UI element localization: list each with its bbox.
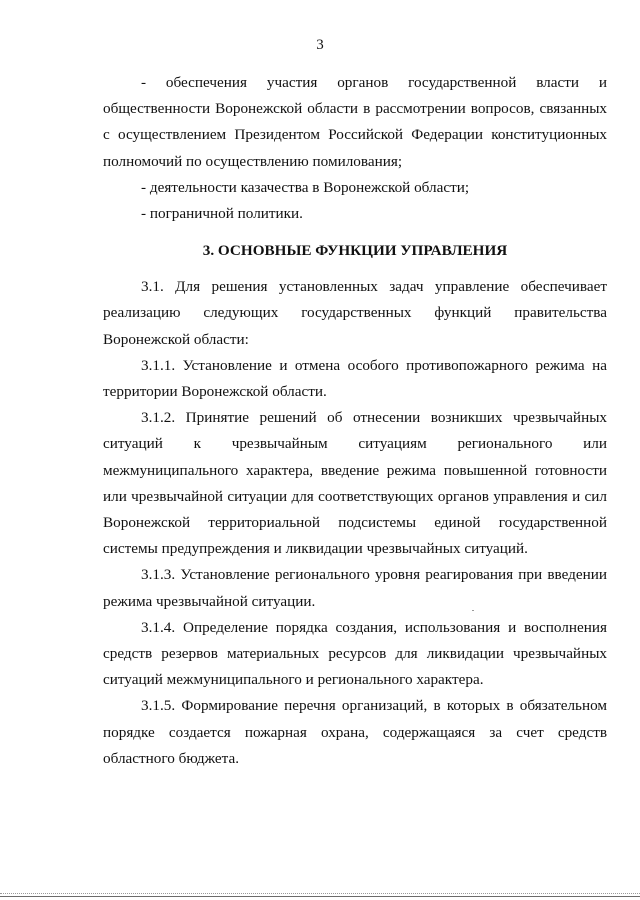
page-number: 3 <box>316 37 324 53</box>
paragraph-3-1: 3.1. Для решения установленных задач управление обеспечивает реализацию следующих государственных функций правительства Воронежской области: <box>103 278 607 348</box>
scan-edge-dots <box>0 893 640 895</box>
paragraph-3-1-5: 3.1.5. Формирование перечня организаций, в которых в обязательном порядке создается пожарная охрана, содержащаяся за счет средств областного бюджета. <box>103 697 607 767</box>
scan-speck <box>472 610 474 611</box>
document-body <box>103 70 607 772</box>
paragraph-3-1-2: 3.1.2. Принятие решений об отнесении возникших чрезвычайных ситуаций к чрезвычайным ситуациям регионального или межмуниципального характера, введение режима повышенной готовности или чрезвычайной ситуации для соответствующих органов управления и сил Воронежской территориальной подсистемы единой государственной системы предупреждения и ликвидации чрезвычайных ситуаций. <box>103 409 607 558</box>
paragraph-3-1-4: 3.1.4. Определение порядка создания, использования и восполнения средств резервов материальных ресурсов для ликвидации чрезвычайных ситуаций межмуниципального и регионального характера. <box>103 618 607 689</box>
section-heading: 3. ОСНОВНЫЕ ФУНКЦИИ УПРАВЛЕНИЯ <box>202 242 508 260</box>
paragraph-3-1-1: 3.1.1. Установление и отмена особого противопожарного режима на территории Воронежской области. <box>103 356 607 401</box>
paragraph-3-1-3: 3.1.3. Установление регионального уровня реагирования при введении режима чрезвычайной ситуации. <box>103 566 607 610</box>
list-item-pardon: - обеспечения участия органов государственной власти и общественности Воронежской области в рассмотрении вопросов, связанных с осуществлением Президентом Российской Федерации конституционных полномочий по осуществлению помилования; <box>103 74 607 170</box>
scan-bottom-edge <box>0 896 640 897</box>
list-item-cossacks: - деятельности казачества в Воронежской области; <box>141 178 470 196</box>
list-item-border-policy: - пограничной политики. <box>141 205 303 223</box>
